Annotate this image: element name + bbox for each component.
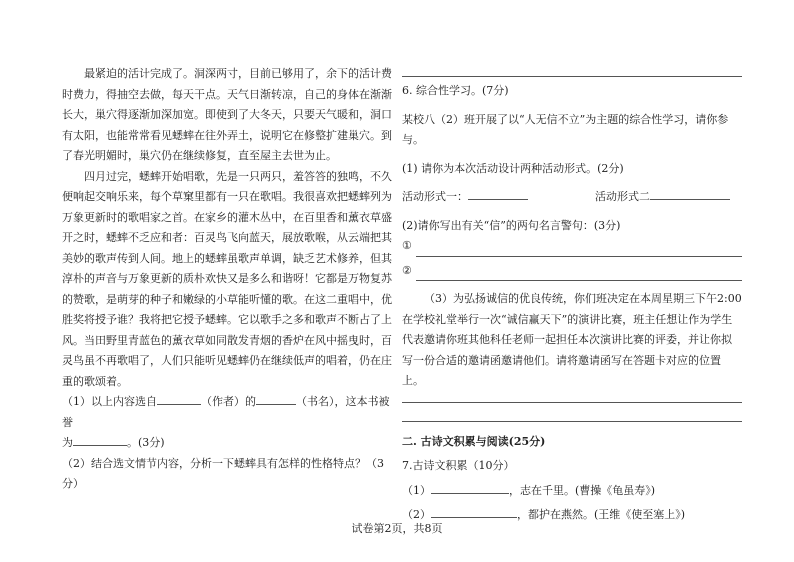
book-title-blank[interactable] (256, 392, 296, 405)
answer-line-2[interactable] (402, 421, 742, 422)
answer-line-top[interactable] (402, 76, 742, 77)
right-column (402, 64, 742, 526)
question-6-part-1: (1) 请你为本次活动设计两种活动形式。(2分) (402, 161, 624, 175)
question-7-1-number: （1） (402, 483, 431, 497)
activity-form-2-label: 活动形式二 (595, 190, 650, 203)
question-1-line-2 (62, 433, 392, 454)
quote-2-blank[interactable] (416, 266, 742, 281)
question-1-text-e: 。(3分) (127, 436, 165, 449)
question-7-title: 7.古诗文积累（10分） (402, 459, 515, 472)
question-1-line-1 (62, 392, 392, 433)
question-7-part-1 (402, 481, 742, 502)
question-1-text-c: （书名），这本书被誉 (62, 395, 390, 429)
poem-line-1-blank[interactable] (431, 481, 509, 494)
author-blank[interactable] (157, 392, 201, 405)
question-6-intro: 某校八（2）班开展了以“人无信不立”为主题的综合性学习，请你参与。 (402, 112, 729, 146)
question-2: （2）结合选文情节内容，分析一下蟋蟀具有怎样的性格特点？（3分） (62, 456, 384, 490)
poem-line-2-blank[interactable] (431, 505, 517, 518)
activity-form-1-blank[interactable] (468, 187, 528, 200)
quote-1-row (402, 236, 742, 257)
reputation-blank[interactable] (73, 433, 127, 446)
section-2-heading: 二. 古诗文积累与阅读(25分) (402, 434, 546, 448)
activity-form-1-label: 活动形式一： (402, 190, 468, 203)
question-7-2-text: ，都护在燕然。(王维《使至塞上》) (517, 508, 686, 521)
quote-1-marker: ① (402, 239, 412, 252)
question-6-part-3: （3）为弘扬诚信的优良传统，你们班决定在本周星期三下午2:00在学校礼堂举行一次“诚信赢天下”的演讲比赛，班主任想让作为学生代表邀请你班其他科任老师一起担任本次演讲比赛的评委，并让你拟写一份合适的邀请函邀请他们。请将邀请函写在答题卡对应的位置上。 (402, 292, 742, 387)
page-footer: 试卷第2页，共8页 (351, 522, 443, 535)
passage-paragraph-2: 四月过完，蟋蟀开始唱歌，先是一只两只，羞答答的独鸣，不久便响起交响乐来，每个草窠里都有一只在歌唱。我很喜欢把蟋蟀列为万象更新时的歌唱家之首。在家乡的灌木丛中，在百里香和薰衣草盛开之时，蟋蟀不乏应和者：百灵鸟飞向蓝天，展放歌喉，从云端把其美妙的歌声传到人间。地上的蟋蟀虽歌声单调，缺乏艺术修养，但其淳朴的声音与万象更新的质朴欢快又是多么和谐呀！它都是万物复苏的赞歌，是萌芽的种子和嫩绿的小草能听懂的歌。在这二重唱中，优胜奖将授予谁？我将把它授予蟋蟀。它以歌手之多和歌声不断占了上风。当田野里青蓝色的薰衣草如同散发青烟的香炉在风中摇曳时，百灵鸟虽不再歌唱了，人们只能听见蟋蟀仍在继续低声的唱着，仍在庄重的歌颂着。 (62, 169, 392, 388)
passage-paragraph-1: 最紧迫的活计完成了。洞深两寸，目前已够用了，余下的活计费时费力，得抽空去做，每天干点。天气日渐转凉，自己的身体在渐渐长大，巢穴得逐渐加深加宽。即使到了大冬天，只要天气暖和，洞口有太阳，也能常常看见蟋蟀在往外弄土，说明它在修整扩建巢穴。到了春光明媚时，巢穴仍在继续修复，直至屋主去世为止。 (62, 67, 392, 162)
quote-2-marker: ② (402, 263, 412, 277)
question-6-title: 6. 综合性学习。(7分) (402, 84, 509, 97)
question-1-text-b: （作者）的 (201, 395, 256, 408)
quote-1-blank[interactable] (416, 242, 742, 257)
question-1-text-d: 为 (62, 436, 73, 449)
question-7-1-text: ，志在千里。(曹操《龟虽寿》) (509, 483, 656, 497)
activity-form-2-blank[interactable] (650, 187, 730, 200)
left-column (62, 64, 392, 495)
activity-forms-row (402, 187, 742, 208)
question-7-2-number: （2） (402, 508, 431, 521)
question-1-text-a: （1）以上内容选自 (62, 395, 157, 408)
quote-2-row (402, 261, 742, 282)
question-6-part-2: (2)请你写出有关“信”的两句名言警句：(3分) (402, 218, 621, 232)
answer-line-1[interactable] (402, 402, 742, 403)
